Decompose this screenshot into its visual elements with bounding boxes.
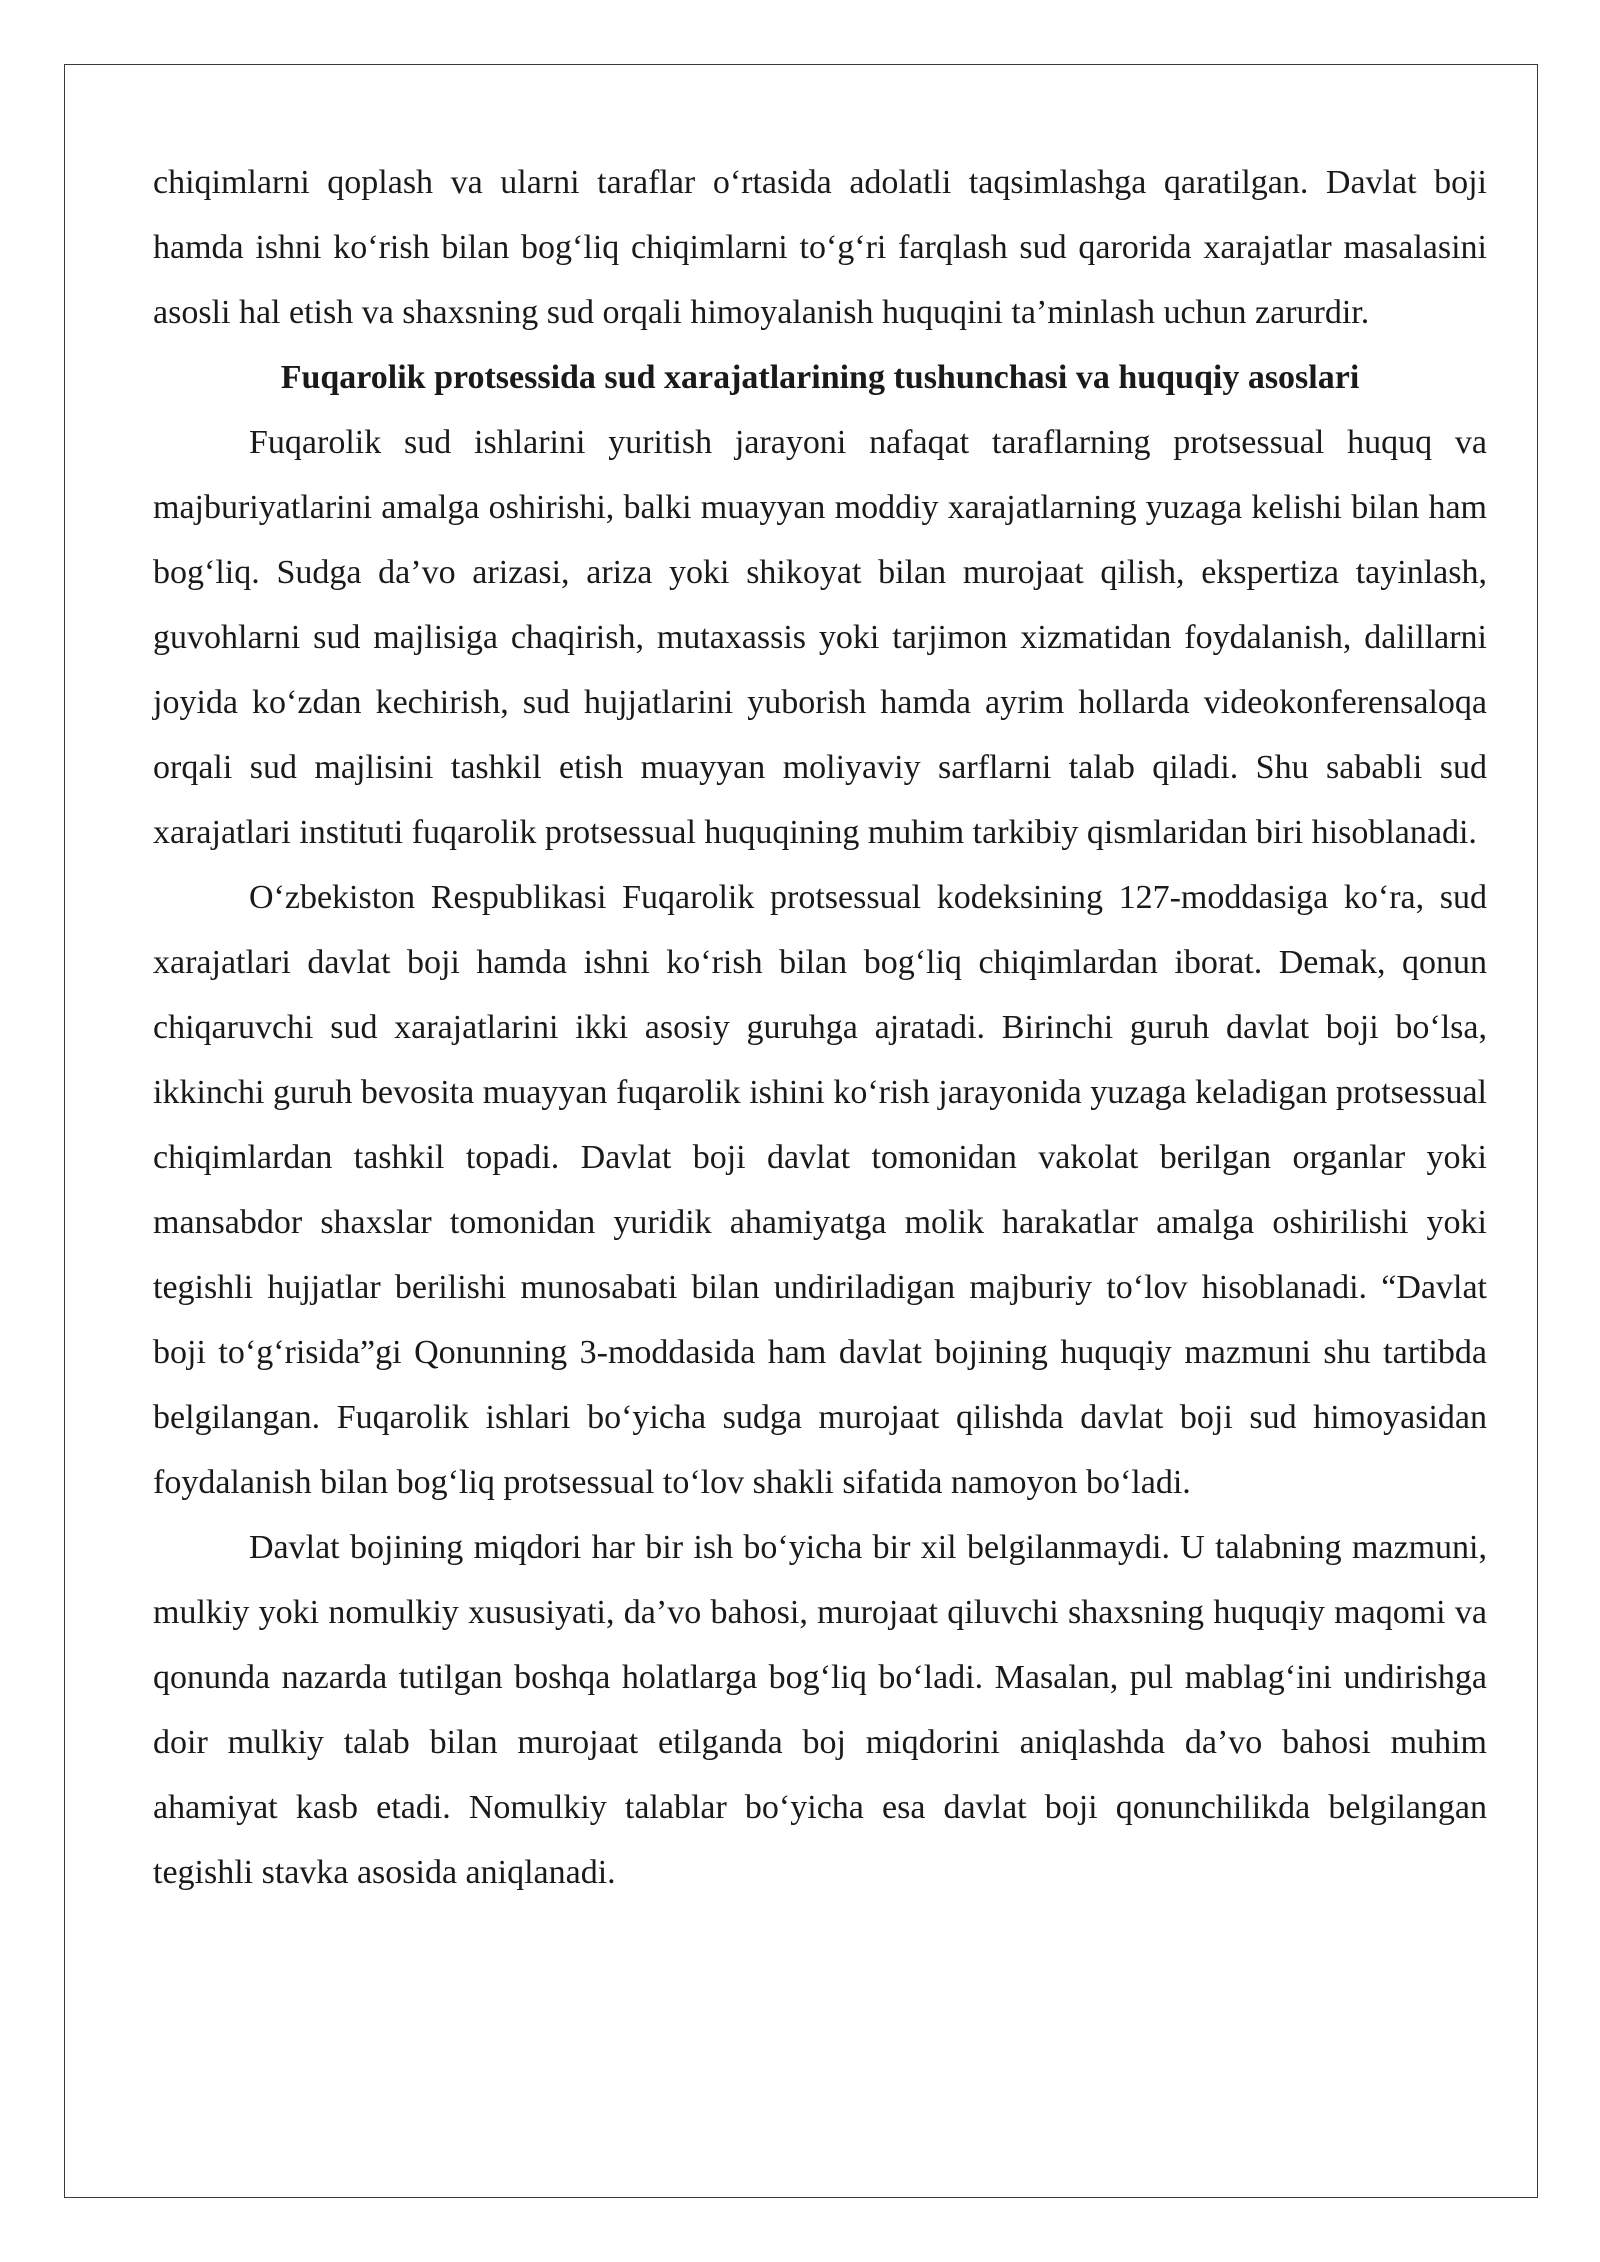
paragraph-intro: chiqimlarni qoplash va ularni taraflar o‘rtasida adolatli taqsimlashga qaratilgan. Davlat boji hamda ishni ko‘rish bilan bog‘liq chiqimlarni to‘g‘ri farqlash sud qarorida xarajatlar masalasini asosli hal etish va shaxsning sud orqali himoyalanish huquqini ta’minlash uchun zarurdir. <box>153 164 1487 331</box>
paragraph-3: Davlat bojining miqdori har bir ish bo‘yicha bir xil belgilanmaydi. U talabning mazmuni, mulkiy yoki nomulkiy xususiyati, da’vo bahosi, murojaat qiluvchi shaxsning huquqiy maqomi va qonunda nazarda tutilgan boshqa holatlarga bog‘liq bo‘ladi. Masalan, pul mablag‘ini undirishga doir mulkiy talab bilan murojaat etilganda boj miqdorini aniqlashda da’vo bahosi muhim ahamiyat kasb etadi. Nomulkiy talablar bo‘yicha esa davlat boji qonunchilikda belgilangan tegishli stavka asosida aniqlanadi. <box>153 1529 1487 1891</box>
document-body <box>153 150 1487 1905</box>
section-heading: Fuqarolik protsessida sud xarajatlarining tushunchasi va huquqiy asoslari <box>280 359 1360 396</box>
paragraph-1: Fuqarolik sud ishlarini yuritish jarayoni nafaqat taraflarning protsessual huquq va majburiyatlarini amalga oshirishi, balki muayyan moddiy xarajatlarning yuzaga kelishi bilan ham bog‘liq. Sudga da’vo arizasi, ariza yoki shikoyat bilan murojaat qilish, ekspertiza tayinlash, guvohlarni sud majlisiga chaqirish, mutaxassis yoki tarjimon xizmatidan foydalanish, dalillarni joyida ko‘zdan kechirish, sud hujjatlarini yuborish hamda ayrim hollarda videokonferensaloqa orqali sud majlisini tashkil etish muayyan moliyaviy sarflarni talab qiladi. Shu sababli sud xarajatlari instituti fuqarolik protsessual huquqining muhim tarkibiy qismlaridan biri hisoblanadi. <box>153 424 1487 851</box>
paragraph-2: O‘zbekiston Respublikasi Fuqarolik protsessual kodeksining 127-moddasiga ko‘ra, sud xarajatlari davlat boji hamda ishni ko‘rish bilan bog‘liq chiqimlardan iborat. Demak, qonun chiqaruvchi sud xarajatlarini ikki asosiy guruhga ajratadi. Birinchi guruh davlat boji bo‘lsa, ikkinchi guruh bevosita muayyan fuqarolik ishini ko‘rish jarayonida yuzaga keladigan protsessual chiqimlardan tashkil topadi. Davlat boji davlat tomonidan vakolat berilgan organlar yoki mansabdor shaxslar tomonidan yuridik ahamiyatga molik harakatlar amalga oshirilishi yoki tegishli hujjatlar berilishi munosabati bilan undiriladigan majburiy to‘lov hisoblanadi. “Davlat boji to‘g‘risida”gi Qonunning 3-moddasida ham davlat bojining huquqiy mazmuni shu tartibda belgilangan. Fuqarolik ishlari bo‘yicha sudga murojaat qilishda davlat boji sud himoyasidan foydalanish bilan bog‘liq protsessual to‘lov shakli sifatida namoyon bo‘ladi. <box>153 879 1487 1501</box>
